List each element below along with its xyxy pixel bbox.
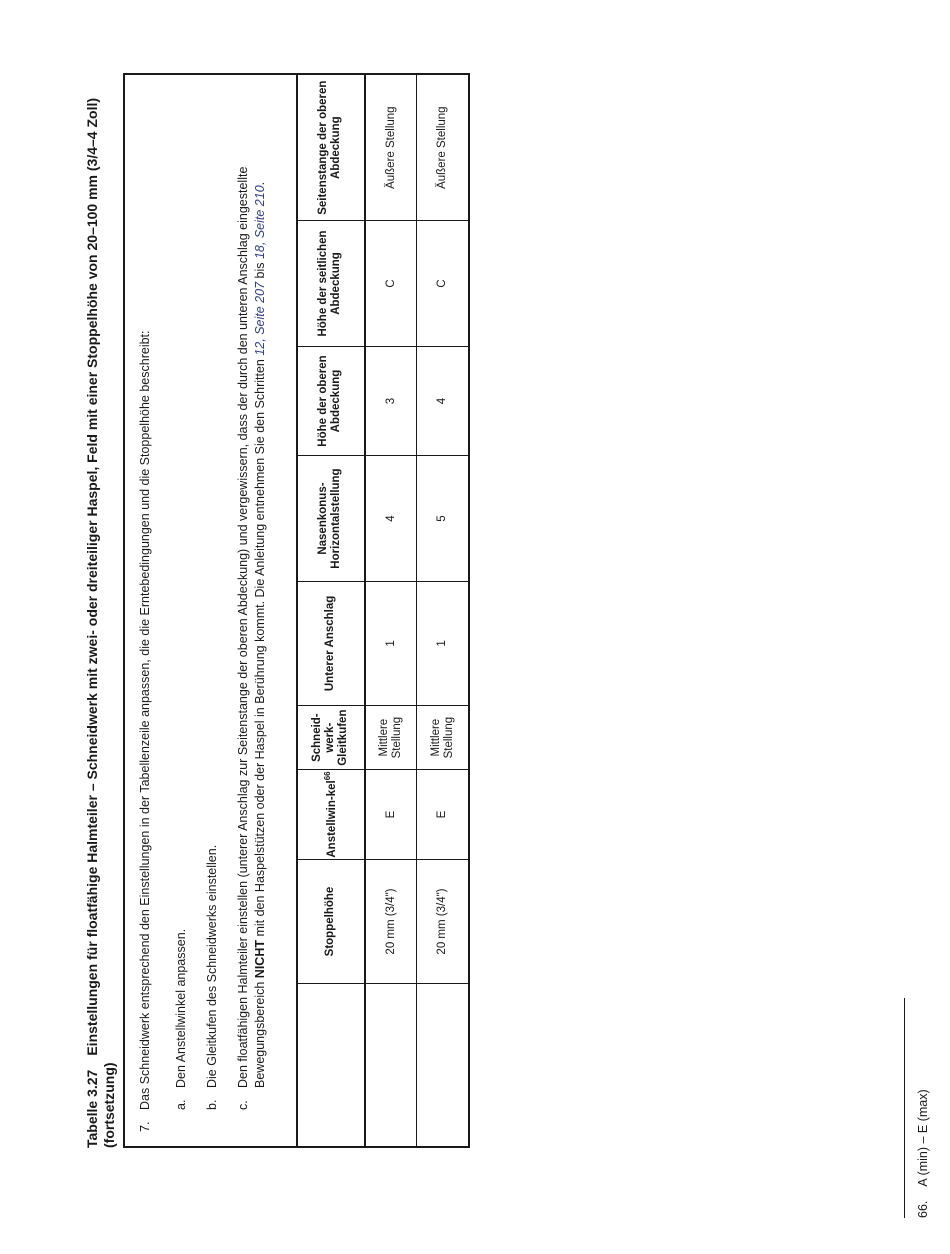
footnote-text: A (min) – E (max) xyxy=(916,1089,930,1187)
cell-seitenstange: Äußere Stellung xyxy=(384,106,397,189)
substep-c-end: . xyxy=(252,181,267,186)
header-anstellwinkel xyxy=(296,769,364,859)
footnote xyxy=(916,1089,930,1218)
footnote-number: 66. xyxy=(916,1200,930,1218)
cell-unterer-anschlag: 1 xyxy=(366,581,416,705)
header-anstellwinkel-label: Anstellwin-kel xyxy=(325,780,338,858)
table-header-row xyxy=(296,75,366,1146)
table-number: Tabelle 3.27 xyxy=(84,1069,100,1148)
link-page-210[interactable]: Seite 210 xyxy=(252,185,267,239)
table-row xyxy=(366,75,417,1146)
step-text: Das Schneidwerk entsprechend den Einstellungen in der Tabellenzeile anpassen, die die Erntebedingungen und die Stoppelhöhe beschreibt: xyxy=(138,330,152,1110)
cell-gleitkufen: Mittlere Stellung xyxy=(366,705,416,769)
row-label-empty xyxy=(366,983,416,1146)
substep-letter: c. xyxy=(236,1100,250,1110)
link-step-12[interactable]: 12 xyxy=(252,341,267,356)
header-hoehe-seitliche-abdeckung: Höhe der seitlichen Abdeckung xyxy=(296,220,364,345)
header-nasenkonus: Nasenkonus-Horizontalstellung xyxy=(296,455,364,580)
substep-c-text-1: Den floatfähigen Halmteiler einstellen (unterer Anschlag zur Seitenstange der oberen Abdeckung) und vergewissern, dass der durch den unteren Anschlag eingestellte Bewegungsbereich xyxy=(236,166,267,1088)
header-hoehe-obere-abdeckung: Höhe der oberen Abdeckung xyxy=(296,346,364,456)
substep-text xyxy=(235,98,268,1088)
cell-hoehe-seitliche-abdeckung: C xyxy=(417,220,468,345)
cell-hoehe-seitliche-abdeckung: C xyxy=(366,220,416,345)
cell-anstellwinkel: E xyxy=(366,769,416,859)
header-empty xyxy=(296,983,364,1146)
link-page-207[interactable]: Seite 207 xyxy=(252,281,267,335)
cell-unterer-anschlag: 1 xyxy=(417,581,468,705)
settings-table xyxy=(123,73,470,1148)
header-unterer-anschlag: Unterer Anschlag xyxy=(296,581,364,705)
footnote-divider xyxy=(904,998,905,1218)
instruction-cell xyxy=(125,75,298,1146)
footnote-ref[interactable]: 66 xyxy=(323,771,333,781)
step-number: 7. xyxy=(138,1121,152,1132)
substep-text: Die Gleitkufen des Schneidwerks einstellen. xyxy=(205,844,219,1088)
cell-stoppelhoehe: 20 mm (3/4") xyxy=(366,859,416,983)
cell-hoehe-obere-abdeckung: 4 xyxy=(417,346,468,456)
substep-text: Den Anstellwinkel anpassen. xyxy=(174,928,188,1088)
cell-seitenstange: Äußere Stellung xyxy=(436,106,448,189)
substep-c-text-2: mit den Haspelstützen oder der Haspel in Berührung kommt. Die Anleitung entnehmen Sie den Schritten xyxy=(252,355,267,940)
header-gleitkufen: Schneid-werk-Gleitkufen xyxy=(296,705,364,769)
link-separator: , xyxy=(252,238,267,246)
substep-letter: a. xyxy=(174,1099,188,1110)
row-label-empty xyxy=(417,983,468,1146)
cell-hoehe-obere-abdeckung: 3 xyxy=(366,346,416,456)
cell-anstellwinkel: E xyxy=(417,769,468,859)
table-title: Einstellungen für floatfähige Halmteiler – Schneidwerk mit zwei- oder dreiteiliger Haspel, Feld mit einer Stoppelhöhe von 20–100 mm (3/4–4 Zoll) (fortsetzung) xyxy=(84,97,117,1148)
cell-stoppelhoehe: 20 mm (3/4") xyxy=(417,859,468,983)
link-step-18[interactable]: 18 xyxy=(252,245,267,260)
substep-c-bold: NICHT xyxy=(252,940,267,979)
substep-letter: b. xyxy=(205,1099,219,1110)
settings-grid xyxy=(296,75,468,1146)
table-row xyxy=(417,75,468,1146)
substep-c-between: bis xyxy=(252,259,267,282)
header-seitenstange: Seitenstange der oberen Abdeckung xyxy=(317,80,342,215)
header-stoppelhoehe: Stoppelhöhe xyxy=(296,859,364,983)
table-caption xyxy=(84,38,118,1148)
link-separator: , xyxy=(252,334,267,342)
cell-gleitkufen: Mittlere Stellung xyxy=(417,705,468,769)
cell-nasenkonus: 4 xyxy=(366,455,416,580)
cell-nasenkonus: 5 xyxy=(417,455,468,580)
